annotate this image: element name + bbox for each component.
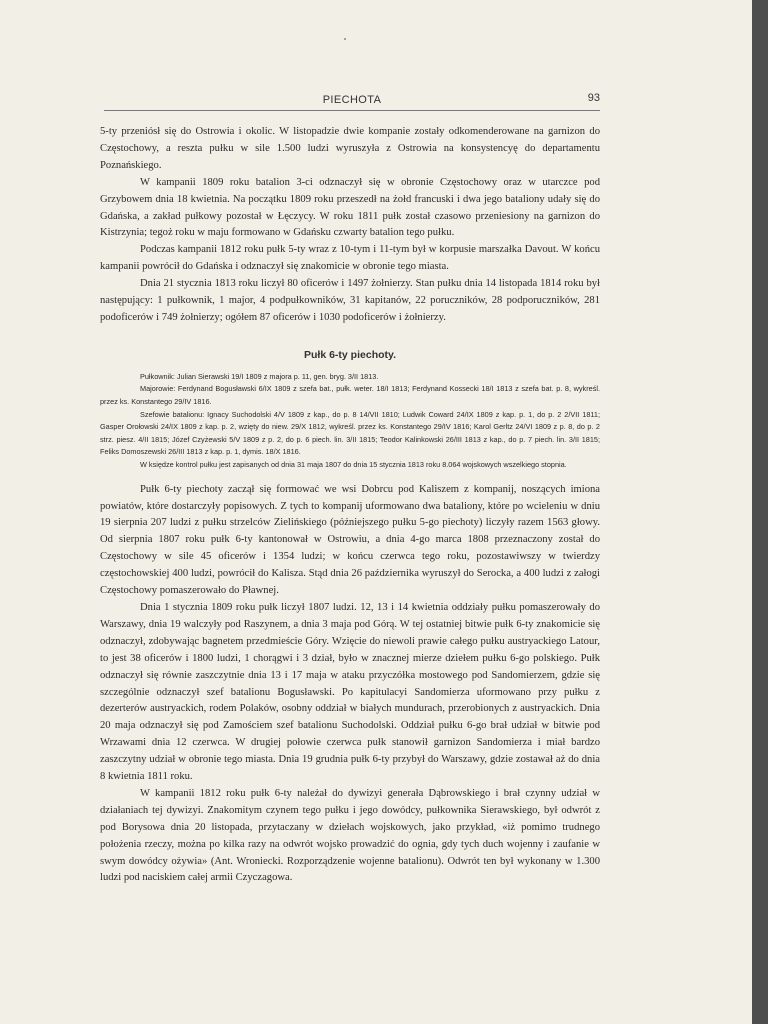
- page-number: 93: [587, 92, 600, 104]
- note-line: Szefowie batalionu: Ignacy Suchodolski 4/V 1809 z kap., do p. 8 14/VII 1810; Ludwik Coward 24/IX 1809 z kap. p. 1, do p. 2 2/VII 1811; Gasper Orołowski 24/IX 1809 z kap. p. 2, wzięty do niew. 29/X 1812, wykreśl. przez ks. Konstantego 29/IV 1816; Karol Gerltz 24/VI 1809 z p. 8, do p. 2 strz. piesz. 4/II 1815; Józef Czyżewski 5/V 1809 z p. 2, do p. 6 piech. lin. 3/II 1815; Teodor Kalinkowski 26/III 1813 z kap., do p. 7 piech. lin. 3/II 1815; Feliks Domoszewski 26/III 1813 z kap. p. 1, dymis. 18/X 1816.: [100, 409, 600, 457]
- paragraph: Podczas kampanii 1812 roku pułk 5-ty wraz z 10-tym i 11-tym był w korpusie marszałka Davout. W końcu kampanii powrócił do Gdańska i odznaczył się znakomicie w obronie tego miasta.: [100, 244, 600, 273]
- paragraph: 5-ty przeniósł się do Ostrowia i okolic. W listopadzie dwie kompanie zostały odkomenderowane na garnizon do Częstochowy, a reszta pułku w sile 1.500 ludzi wyruszyła z Ostrowia na konsystencyę do departamentu Poznańskiego.: [100, 126, 600, 171]
- header-rule: [104, 110, 600, 111]
- running-title: PIECHOTA: [322, 94, 382, 106]
- running-header: [104, 92, 600, 110]
- page-speck: [344, 38, 346, 40]
- note-line: W księdze kontrol pułku jest zapisanych od dnia 31 maja 1807 do dnia 15 stycznia 1813 roku 8.064 wojskowych wszelkiego stopnia.: [140, 460, 567, 470]
- note-line: Pułkownik: Julian Sierawski 19/I 1809 z majora p. 11, gen. bryg. 3/II 1813.: [140, 371, 379, 381]
- paragraph: Dnia 1 stycznia 1809 roku pułk liczył 1807 ludzi. 12, 13 i 14 kwietnia oddziały pułku pomaszerowały do Warszawy, dnia 19 walczyły pod Raszynem, a dnia 3 maja pod Górą. W tej ostatniej bitwie pułk 6-ty znakomicie się odznaczył, zdobywając bagnetem przedmieście Góry. Wzięcie do niewoli prawie całego pułku austryackiego Latour, to jest 38 oficerów i 1800 ludzi, 1 chorągwi i 3 dział, było w znacznej mierze dziełem pułku 6-go polskiego. Pułk odznaczył się równie zaszczytnie dnia 13 i 17 maja w ataku przyczółka mostowego pod Sandomierzem, gdzie się szczególnie odznaczył szef batalionu Bogusławski. Po kapitulacyi Sandomierza uformowano przy pułku z dezerterów austryackich, rodem Polaków, osobny oddział w białych mundurach, przerobionych z austryackich. Dnia 20 maja odznaczył się pod Zamościem szef batalionu Suchodolski. Oddział pułku 6-go brał udział w bitwie pod Wrzawami dnia 12 czerwca. W drugiej połowie czerwca pułk stanowił garnizon Sandomierza i miał bardzo zaszczytny udział w obronie tego miasta. Dnia 19 grudnia pułk 6-ty przybył do Warszawy, gdzie zostawał aż do dnia 8 kwietnia 1811 roku.: [100, 601, 600, 783]
- section-heading: Pułk 6-ty piechoty.: [304, 348, 396, 361]
- page-body: [100, 124, 600, 887]
- paragraph: W kampanii 1809 roku batalion 3-ci odznaczył się w obronie Częstochowy oraz w utarczce pod Grzybowem dnia 18 kwietnia. Na początku 1809 roku przeszedł na żołd francuski i dwa jego bataliony udały się do Gdańska, a zakład pułkowy pozostał w Łęczycy. W roku 1811 pułk został czasowo przeniesiony na garnizon do Kistrzynia; tegoż roku w maju formowano w Gdańsku czwarty batalion tego pułku.: [100, 176, 600, 239]
- paragraph: Dnia 21 stycznia 1813 roku liczył 80 oficerów i 1497 żołnierzy. Stan pułku dnia 14 listopada 1814 roku był następujący: 1 pułkownik, 1 major, 4 podpułkowników, 31 kapitanów, 22 poruczników, 28 podporuczników, 281 podoficerów i 749 żołnierzy; ogółem 87 oficerów i 1030 podoficerów i żołnierzy.: [100, 278, 600, 323]
- scan-edge: [752, 0, 768, 1024]
- paragraph: Pułk 6-ty piechoty zaczął się formować we wsi Dobrcu pod Kaliszem z kompanij, noszących imiona powiatów, które dostarczyły popisowych. Z tych to kompanij uformowano dwa bataliony, które po wcieleniu w dniu 19 sierpnia 207 ludzi z pułku strzelców Zielińskiego (późniejszego pułku 5-go piechoty) liczyły razem 1563 głowy. Od sierpnia 1807 roku pułk 6-ty kantonował w Ostrowiu, a dnia 4-go marca 1808 przeznaczony został do Częstochowy w sile 45 oficerów i 1354 ludzi; w końcu czerwca tego roku, pozostawiwszy w twierdzy częstochowskiej 400 ludzi, powrócił do Kalisza. Stąd dnia 26 października wyruszył do Serocka, a 400 ludzi z załogi Częstochowy pomaszerowało do Pławnej.: [100, 483, 600, 597]
- note-line: Majorowie: Ferdynand Bogusławski 6/IX 1809 z szefa bat., pułk. weter. 18/I 1813; Ferdynand Kossecki 18/I 1813 z szefa bat. p. 8, wykreśl. przez ks. Konstantego 29/IV 1816.: [100, 384, 600, 407]
- paragraph: W kampanii 1812 roku pułk 6-ty należał do dywizyi generała Dąbrowskiego i brał czynny udział w działaniach tej dywizyi. Znakomitym czynem tego pułku i jego dowódcy, pułkownika Sierawskiego, był odwrót z pod Borysowa dnia 20 listopada, przytaczany w dziełach wojskowych, jako przykład, «iż pomimo trudnego położenia rzeczy, można po kilka razy na odwrót wojsko prowadzić do ognia, gdy tych duch wojenny i zaufanie w swym dowódcy ożywia» (Ant. Wroniecki. Rozporządzenie wojenne batalionu). Odwrót ten był wykonany w 1.300 ludzi pod naciskiem całej armii Czyczagowa.: [100, 787, 600, 884]
- officer-notes: [100, 371, 600, 472]
